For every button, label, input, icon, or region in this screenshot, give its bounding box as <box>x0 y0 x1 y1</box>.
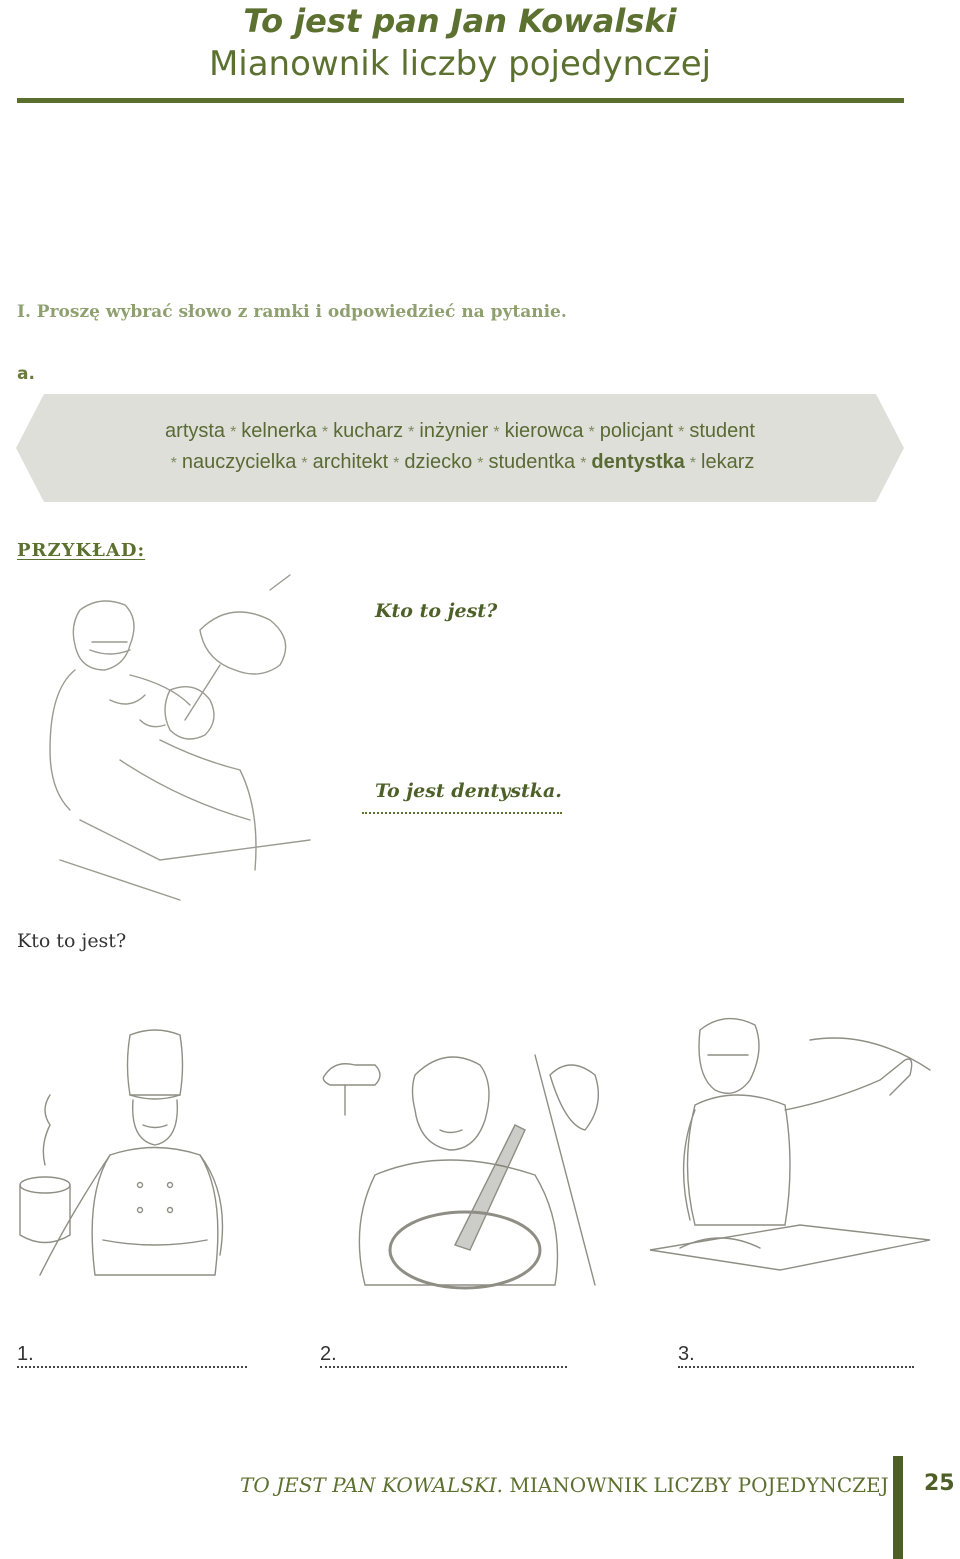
task-item-number-1: 1. <box>17 1343 34 1365</box>
task-question: Kto to jest? <box>17 930 127 952</box>
separator-star: * <box>408 424 415 441</box>
example-question: Kto to jest? <box>375 600 498 622</box>
footer-text-italic: TO JEST PAN KOWALSKI. <box>240 1473 504 1497</box>
word-box-line-1 <box>0 420 920 443</box>
separator-star: * <box>493 424 500 441</box>
answer-line-3[interactable] <box>678 1366 914 1368</box>
word-option: studentka <box>488 451 576 473</box>
separator-star: * <box>580 455 587 472</box>
word-option: lekarz <box>701 451 755 473</box>
answer-line-2[interactable] <box>320 1366 567 1368</box>
task-item-number-3: 3. <box>678 1343 695 1365</box>
word-option: nauczycielka <box>181 451 297 473</box>
title-rule <box>17 98 904 103</box>
separator-star: * <box>170 455 177 472</box>
page-number: 25 <box>924 1471 955 1496</box>
exercise-instruction: I. Proszę wybrać słowo z ramki i odpowiedzieć na pytanie. <box>17 302 567 322</box>
word-option: kucharz <box>333 420 404 442</box>
teacher-illustration <box>640 1010 940 1290</box>
chef-illustration <box>15 1025 265 1305</box>
example-label: PRZYKŁAD: <box>17 540 146 561</box>
separator-star: * <box>393 455 400 472</box>
page-title: To jest pan Jan Kowalski <box>243 2 677 40</box>
dentist-illustration <box>20 570 320 910</box>
running-footer <box>240 1473 889 1497</box>
word-box-line-2 <box>0 451 920 474</box>
task-item-number-2: 2. <box>320 1343 337 1365</box>
word-option: kierowca <box>504 420 584 442</box>
example-answer-line <box>362 812 562 814</box>
word-option: kelnerka <box>241 420 317 442</box>
separator-star: * <box>588 424 595 441</box>
word-option: student <box>689 420 755 442</box>
answer-line-1[interactable] <box>17 1366 247 1368</box>
separator-star: * <box>689 455 697 472</box>
separator-star: * <box>230 424 237 441</box>
word-box <box>16 394 904 502</box>
word-option: artysta <box>165 420 226 442</box>
exercise-part-label: a. <box>17 364 35 384</box>
footer-bar <box>893 1456 903 1559</box>
separator-star: * <box>477 455 484 472</box>
footer-text-regular: MIANOWNIK LICZBY POJEDYNCZEJ <box>503 1473 889 1497</box>
driver-illustration <box>315 1045 615 1295</box>
word-option: architekt <box>312 451 389 473</box>
separator-star: * <box>321 424 329 441</box>
word-option: dziecko <box>404 451 473 473</box>
separator-star: * <box>301 455 308 472</box>
separator-star: * <box>678 424 685 441</box>
word-option: dentystka <box>591 451 685 473</box>
example-answer: To jest dentystka. <box>375 780 562 802</box>
word-option: inżynier <box>419 420 489 442</box>
word-option: policjant <box>599 420 674 442</box>
page-subtitle: Mianownik liczby pojedynczej <box>208 44 712 84</box>
